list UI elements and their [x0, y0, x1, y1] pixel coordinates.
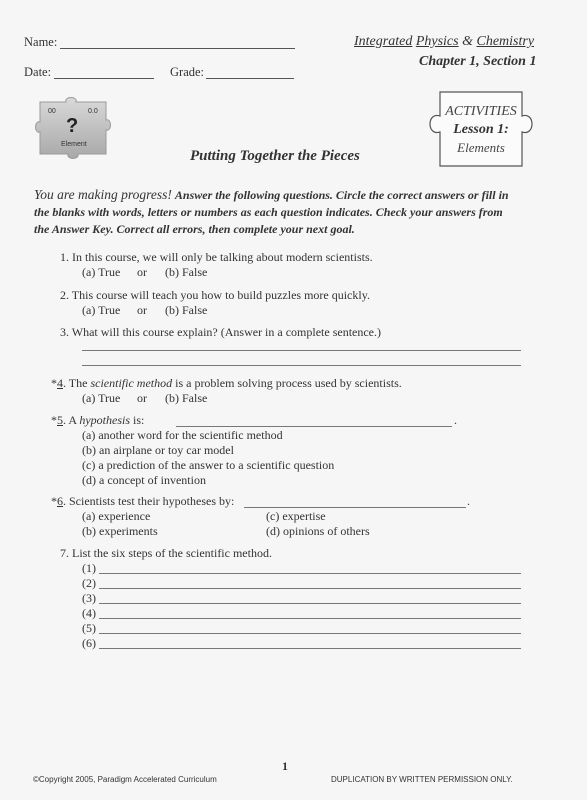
page-number: 1	[282, 759, 288, 773]
q7-step-1-line[interactable]	[99, 573, 521, 574]
grade-field[interactable]	[206, 78, 294, 79]
q5-option-d[interactable]: (d) a concept of invention	[82, 473, 206, 487]
q5-star: *	[51, 413, 57, 427]
q3-answer-line[interactable]	[82, 350, 521, 351]
grade-label: Grade:	[170, 65, 205, 79]
q2-or: or	[137, 303, 147, 317]
q4-option-b[interactable]: (b) False	[165, 391, 208, 405]
q6-pre: . Scientists test their hypotheses by:	[63, 494, 235, 508]
q6-end-period: .	[467, 494, 470, 508]
instructions-text: Answer the following questions. Circle the correct answers or fill in the blanks with words, letters or numbers as each question indicates. Check your answers from the Answer Key. Correct all errors, then complete your next goal.	[34, 188, 509, 236]
puzzle-left-number: 00	[48, 108, 56, 115]
q4-number: 4	[57, 376, 63, 390]
q6-option-b[interactable]: (b) experiments	[82, 524, 158, 538]
date-field[interactable]	[54, 78, 154, 79]
chapter-heading: Chapter 1, Section 1	[419, 54, 537, 69]
question-5	[51, 413, 144, 428]
q4-or: or	[137, 391, 147, 405]
course-word-chemistry: Chemistry	[476, 34, 535, 49]
q4-term: scientific method	[90, 376, 173, 390]
course-word-integrated: Integrated	[354, 34, 413, 49]
q1-option-b[interactable]: (b) False	[165, 265, 208, 279]
badge-line-elements: Elements	[457, 140, 505, 155]
q4-option-a[interactable]: (a) True	[82, 391, 121, 405]
puzzle-label: Element	[61, 141, 87, 148]
question-2: 2. This course will teach you how to build puzzles more quickly.	[60, 288, 370, 302]
q7-step-6-label: (6)	[82, 636, 96, 650]
q5-number: 5	[57, 413, 63, 427]
q7-step-3-label: (3)	[82, 591, 96, 605]
activities-badge	[426, 90, 536, 170]
badge-line-lesson: Lesson 1:	[453, 122, 509, 137]
question-1: 1. In this course, we will only be talking about modern scientists.	[60, 250, 373, 264]
instructions	[34, 186, 514, 238]
course-amp: &	[462, 34, 473, 49]
q1-or: or	[137, 265, 147, 279]
question-3: 3. What will this course explain? (Answer in a complete sentence.)	[60, 325, 382, 339]
page-title: Putting Together the Pieces	[190, 148, 360, 164]
name-field[interactable]	[60, 48, 295, 49]
q7-step-3-line[interactable]	[99, 603, 521, 604]
course-word-physics: Physics	[415, 34, 459, 49]
q4-pre: . The	[63, 376, 91, 390]
puzzle-element-icon	[34, 96, 116, 160]
name-label: Name:	[24, 35, 58, 49]
q5-answer-blank[interactable]	[176, 426, 452, 427]
copyright-text: ©Copyright 2005, Paradigm Accelerated Curriculum	[33, 775, 217, 784]
q2-option-b[interactable]: (b) False	[165, 303, 208, 317]
badge-line-activities: ACTIVITIES	[445, 104, 517, 119]
q5-term: hypothesis	[79, 413, 131, 427]
q7-step-4-label: (4)	[82, 606, 96, 620]
q6-star: *	[51, 494, 57, 508]
q5-option-a[interactable]: (a) another word for the scientific method	[82, 428, 283, 442]
q7-step-5-label: (5)	[82, 621, 96, 635]
q7-step-6-line[interactable]	[99, 648, 521, 649]
q4-star: *	[51, 376, 57, 390]
q6-option-a[interactable]: (a) experience	[82, 509, 151, 523]
instructions-lead: You are making progress!	[34, 187, 172, 202]
puzzle-right-number: 0.0	[88, 108, 98, 115]
question-4	[51, 376, 402, 391]
duplication-notice: DUPLICATION BY WRITTEN PERMISSION ONLY.	[331, 775, 513, 784]
q7-step-2-label: (2)	[82, 576, 96, 590]
course-title	[354, 34, 534, 50]
q2-option-a[interactable]: (a) True	[82, 303, 121, 317]
q5-option-b[interactable]: (b) an airplane or toy car model	[82, 443, 234, 457]
q7-step-4-line[interactable]	[99, 618, 521, 619]
q5-option-c[interactable]: (c) a prediction of the answer to a scientific question	[82, 458, 335, 472]
q6-number: 6	[57, 494, 63, 508]
q6-option-c[interactable]: (c) expertise	[266, 509, 326, 523]
q7-step-2-line[interactable]	[99, 588, 521, 589]
q6-option-d[interactable]: (d) opinions of others	[266, 524, 370, 538]
question-6	[51, 494, 234, 509]
q7-step-5-line[interactable]	[99, 633, 521, 634]
q1-option-a[interactable]: (a) True	[82, 265, 121, 279]
q6-answer-blank[interactable]	[244, 507, 466, 508]
puzzle-symbol: ?	[66, 115, 79, 137]
question-7: 7. List the six steps of the scientific method.	[60, 546, 272, 560]
q5-end-period: .	[454, 413, 457, 427]
date-label: Date:	[24, 65, 52, 79]
q5-pre: . A	[63, 413, 80, 427]
q3-answer-line[interactable]	[82, 365, 521, 366]
q4-post: is a problem solving process used by scientists.	[172, 376, 402, 390]
q5-post: is:	[130, 413, 145, 427]
q7-step-1-label: (1)	[82, 561, 96, 575]
